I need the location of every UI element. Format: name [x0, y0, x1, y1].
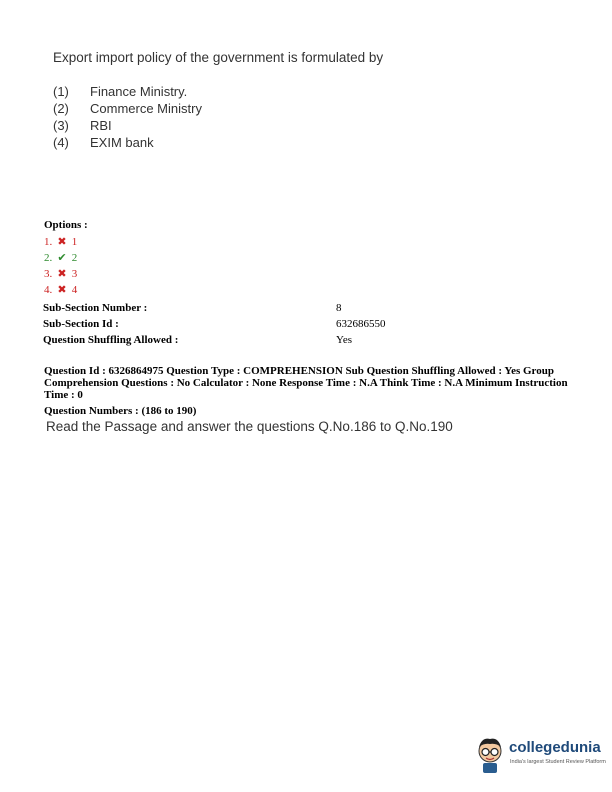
choice-number: (3)	[53, 118, 69, 133]
choice-text: Commerce Ministry	[90, 101, 202, 116]
question-info: Question Id : 6326864975 Question Type : COMPREHENSION Sub Question Shuffling Allowed : Yes Group Comprehension Questions : No Calculator : None Response Time : N.A Think Time : N.A Minimum Instruction Time : 0	[44, 365, 568, 401]
question-numbers: Question Numbers : (186 to 190)	[44, 405, 197, 417]
cross-icon: ✖	[57, 236, 67, 248]
options-heading: Options :	[44, 219, 88, 231]
option-value: 2	[71, 252, 78, 264]
option-2	[44, 251, 77, 264]
sub-section-id-value: 632686550	[336, 318, 386, 330]
option-value: 3	[71, 268, 78, 280]
collegedunia-logo	[474, 735, 604, 780]
sub-section-number-value: 8	[336, 302, 342, 314]
option-prefix: 4.	[44, 284, 53, 296]
choice-2	[53, 101, 202, 116]
choice-text: Finance Ministry.	[90, 84, 188, 99]
choice-number: (1)	[53, 84, 69, 99]
passage-instruction: Read the Passage and answer the questions Q.No.186 to Q.No.190	[46, 419, 453, 434]
choice-1	[53, 84, 187, 99]
mascot-icon	[474, 735, 506, 775]
choice-3	[53, 118, 112, 133]
option-3	[44, 267, 77, 280]
option-value: 1	[71, 236, 78, 248]
option-4	[44, 283, 77, 296]
option-prefix: 2.	[44, 252, 53, 264]
cross-icon: ✖	[57, 268, 67, 280]
sub-section-id-label: Sub-Section Id :	[43, 318, 119, 330]
cross-icon: ✖	[57, 284, 67, 296]
question-text: Export import policy of the government is formulated by	[53, 50, 384, 65]
option-prefix: 1.	[44, 236, 53, 248]
logo-tagline: India's largest Student Review Platform	[510, 759, 606, 765]
choice-number: (2)	[53, 101, 69, 116]
sub-section-number-label: Sub-Section Number :	[43, 302, 148, 314]
question-shuffling-value: Yes	[336, 334, 353, 346]
choice-4	[53, 135, 154, 150]
choice-text: RBI	[90, 118, 112, 133]
logo-name: collegedunia	[509, 739, 601, 756]
choice-text: EXIM bank	[90, 135, 154, 150]
option-1	[44, 235, 77, 248]
question-shuffling-label: Question Shuffling Allowed :	[43, 334, 179, 346]
option-value: 4	[71, 284, 78, 296]
check-icon: ✔	[57, 252, 67, 264]
option-prefix: 3.	[44, 268, 53, 280]
choice-number: (4)	[53, 135, 69, 150]
